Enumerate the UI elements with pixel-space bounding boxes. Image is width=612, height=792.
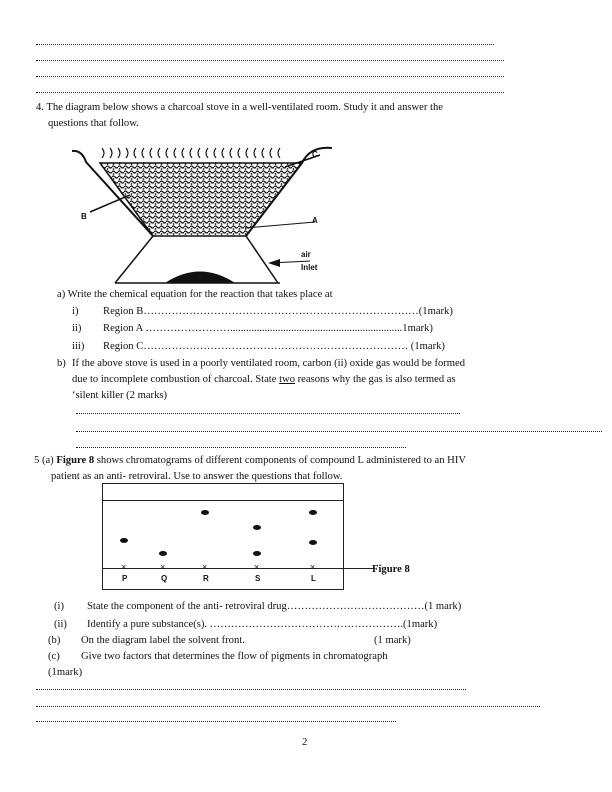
part-b-line1: If the above stove is used in a poorly ventilated room, carbon (ii) oxide gas would be formed (72, 358, 466, 369)
origin-mark: × (310, 562, 316, 572)
item-region-b: Region B……………………………………………………………………(1mark) (103, 306, 453, 317)
q4-intro: 4. The diagram below shows a charcoal stove in a well-ventilated room. Study it and answer the (36, 102, 443, 113)
spot (253, 551, 261, 556)
answer-line (36, 44, 494, 45)
text: 5 (a) (34, 455, 57, 466)
label-air: air (301, 250, 311, 259)
answer-line (36, 92, 504, 93)
spot (120, 538, 128, 543)
answer-line (76, 431, 602, 432)
q-b-marks: (1 mark) (374, 635, 411, 646)
q-b-num: (b) (48, 635, 61, 646)
item-region-a: Region A …………………….................................................................1mark) (103, 323, 433, 334)
top-line (103, 500, 343, 501)
q-i-num: (i) (54, 601, 64, 612)
underlined-text: two (279, 374, 295, 385)
figure-ref: Figure 8 (56, 455, 95, 466)
answer-line (36, 689, 466, 690)
q-c: Give two factors that determines the flow of pigments in chromatograph (81, 651, 388, 662)
q5-intro (34, 454, 466, 467)
lane-label-s: S (255, 574, 261, 583)
origin-mark: × (254, 562, 260, 572)
origin-mark: × (121, 562, 127, 572)
part-b-line2 (72, 373, 456, 386)
part-b-line3: ‘silent killer (2 marks) (72, 390, 168, 401)
q-ii: Identify a pure substance(s). ……………………………………………….(1mark) (87, 619, 438, 630)
label-inlet: Inlet (301, 263, 318, 272)
answer-line (36, 721, 396, 722)
answer-line (76, 447, 406, 448)
lane-label-l: L (311, 574, 316, 583)
answer-line (76, 413, 460, 414)
answer-line (36, 76, 504, 77)
figure-label: Figure 8 (372, 564, 410, 575)
chromatogram-figure (102, 483, 344, 590)
origin-mark: × (160, 562, 166, 572)
charcoal-stove-diagram (70, 140, 340, 285)
q-c-marks: (1mark) (48, 667, 83, 678)
q4-part-a: a) Write the chemical equation for the reaction that takes place at (57, 289, 333, 300)
baseline (103, 568, 373, 569)
answer-line (36, 60, 504, 61)
page-number: 2 (302, 737, 308, 748)
spot (253, 525, 261, 530)
q-c-num: (c) (48, 651, 60, 662)
lane-label-q: Q (161, 574, 168, 583)
item-num: iii) (72, 341, 85, 352)
spot (159, 551, 167, 556)
item-region-c: Region C………………………………………………………………… (1mark) (103, 341, 445, 352)
item-num: i) (72, 306, 79, 317)
label-b: B (81, 212, 87, 221)
spot (201, 510, 209, 515)
spot (309, 510, 317, 515)
answer-line (36, 706, 540, 707)
label-c: C (312, 150, 318, 159)
q-b: On the diagram label the solvent front. (81, 635, 245, 646)
q-i: State the component of the anti- retroviral drug…………………………………(1 mark) (87, 601, 462, 612)
text: reasons why the gas is also termed as (295, 374, 456, 385)
item-num: ii) (72, 323, 82, 334)
q-ii-num: (ii) (54, 619, 67, 630)
text: due to incomplete combustion of charcoal. State (72, 374, 280, 385)
q5-intro-cont: patient as an anti- retroviral. Use to answer the questions that follow. (51, 471, 343, 482)
label-a: A (312, 216, 318, 225)
q4-intro-cont: questions that follow. (48, 118, 139, 129)
lane-label-p: P (122, 574, 128, 583)
lane-label-r: R (203, 574, 209, 583)
text: shows chromatograms of different components of compound L administered to an HIV (94, 455, 466, 466)
part-b-num: b) (57, 358, 66, 369)
spot (309, 540, 317, 545)
origin-mark: × (202, 562, 208, 572)
